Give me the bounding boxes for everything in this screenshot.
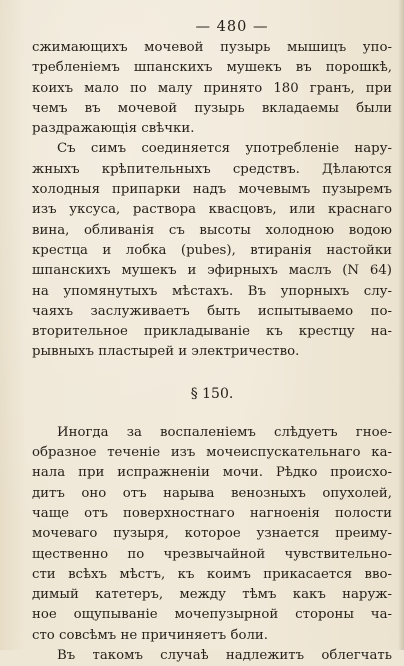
- text-line: требленіемъ шпанскихъ мушекъ въ порошкѣ,: [32, 60, 392, 76]
- text-line: вина, обливанія съ высоты холодною водою: [32, 222, 392, 238]
- text-line: вторительное прикладываніе къ крестцу на-: [32, 324, 392, 340]
- text-line: изъ уксуса, раствора квасцовъ, или краснаго: [32, 202, 392, 218]
- text-line: чаяхъ заслуживаетъ быть испытываемо по-: [32, 303, 392, 319]
- page-number: — 480 —: [195, 19, 269, 35]
- text-line: сто совсѣмъ не причиняетъ боли.: [32, 627, 269, 643]
- paragraph-1: [32, 38, 392, 139]
- text-block-bottom: [32, 423, 392, 666]
- text-line: на упомянутыхъ мѣстахъ. Въ упорныхъ слу-: [32, 283, 392, 299]
- text-line: раздражающія свѣчки.: [32, 121, 195, 137]
- text-line: мочеваго пузыря, которое узнается преиму-: [32, 526, 392, 542]
- text-line: Иногда за воспаленіемъ слѣдуетъ гное-: [57, 424, 392, 440]
- text-line: сжимающихъ мочевой пузырь мышицъ упо-: [32, 40, 392, 55]
- text-line: Въ такомъ случаѣ надлежитъ облегчать: [57, 648, 392, 664]
- text-line: щественно по чрезвычайной чувствительно-: [32, 546, 392, 562]
- text-line: чаще отъ поверхностнаго нагноенія полости: [32, 505, 392, 521]
- text-line: ное ощупываніе мочепузырной стороны ча-: [32, 607, 392, 623]
- paragraph-4: [32, 646, 392, 666]
- text-line: рывныхъ пластырей и электричество.: [32, 344, 300, 360]
- text-line: Съ симъ соединяется употребленіе нару-: [57, 141, 392, 157]
- text-line: дитъ оно отъ нарыва венозныхъ опухолей,: [32, 485, 392, 501]
- text-line: коихъ мало по малу принято 180 гранъ, при: [32, 80, 392, 96]
- text-block-top: [32, 38, 392, 363]
- text-line: чемъ въ мочевой пузырь вкладаемы были: [32, 100, 392, 116]
- text-line: димый катетеръ, между тѣмъ какъ наруж-: [32, 587, 392, 603]
- page-edge-shadow: [398, 0, 404, 650]
- text-line: образное теченіе изъ мочеиспускательнаго ка-: [32, 445, 392, 461]
- paragraph-2: [32, 139, 392, 362]
- text-line: шпанскихъ мушекъ и эфирныхъ маслъ (N 64): [32, 263, 392, 279]
- text-line: сти всѣхъ мѣстъ, къ коимъ прикасается вво-: [32, 566, 392, 582]
- text-line: крестца и лобка (pubes), втиранія настойки: [32, 242, 392, 258]
- section-heading: § 150.: [190, 385, 234, 402]
- text-line: жныхъ крѣпительныхъ средствъ. Дѣлаются: [32, 161, 392, 177]
- paragraph-3: [32, 423, 392, 646]
- text-line: холодныя припарки надъ мочевымъ пузыремъ: [32, 182, 392, 198]
- text-line: нала при испражненіи мочи. Рѣдко происхо-: [32, 465, 392, 481]
